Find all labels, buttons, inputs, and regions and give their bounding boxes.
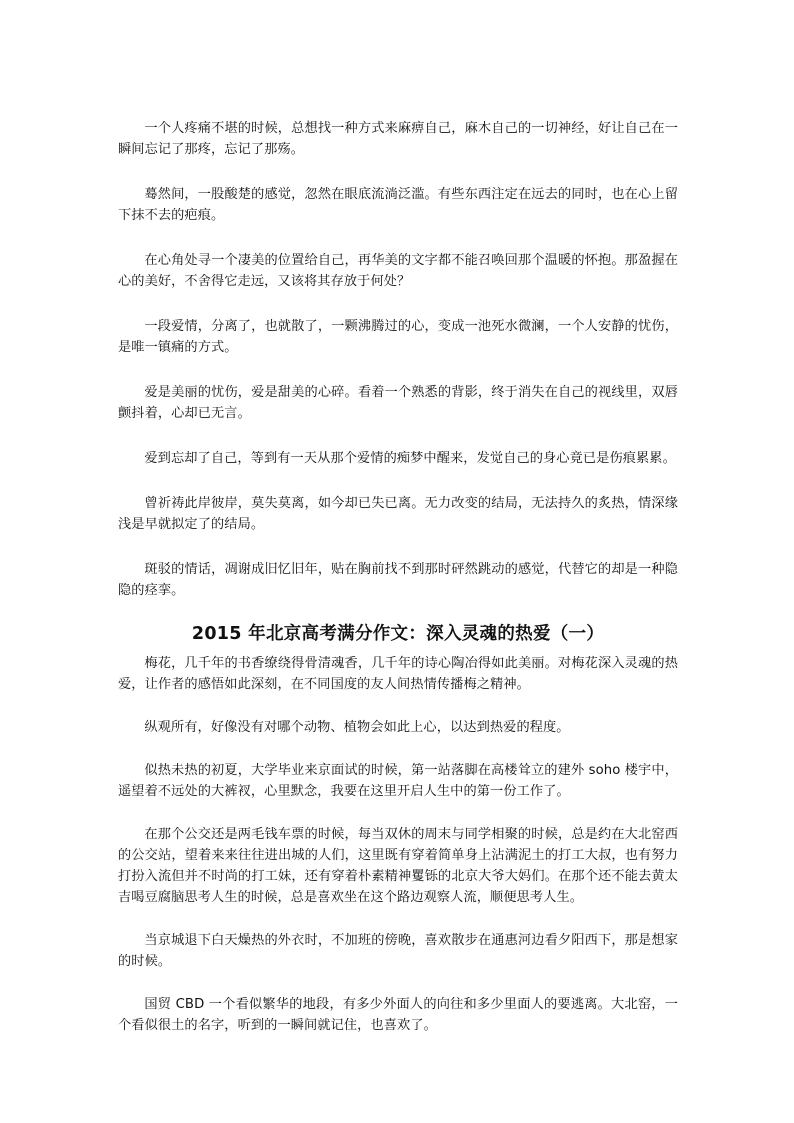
paragraph: 似热未热的初夏，大学毕业来京面试的时候，第一站落脚在高楼耸立的建外 soho 楼宇中，遥望着不远处的大裤衩，心里默念，我要在这里开启人生中的第一份工作了。 bbox=[118, 763, 678, 799]
paragraph: 曾祈祷此岸彼岸，莫失莫离，如今却已失已离。无力改变的结局，无法持久的炙热，情深缘浅是早就拟定了的结局。 bbox=[118, 496, 678, 532]
section-title: 2015 年北京高考满分作文：深入灵魂的热爱（一） bbox=[191, 624, 605, 644]
paragraph: 斑驳的情话，凋谢成旧忆旧年，贴在胸前找不到那时砰然跳动的感觉，代替它的却是一种隐隐的痉挛。 bbox=[118, 562, 678, 598]
paragraph: 爱是美丽的忧伤，爱是甜美的心碎。看着一个熟悉的背影，终于消失在自己的视线里，双唇颤抖着，心却已无言。 bbox=[118, 385, 678, 421]
paragraph: 蓦然间，一股酸楚的感觉，忽然在眼底流淌泛滥。有些东西注定在远去的同时，也在心上留下抹不去的疤痕。 bbox=[118, 187, 678, 223]
paragraph: 当京城退下白天燥热的外衣时，不加班的傍晚，喜欢散步在通惠河边看夕阳西下，那是想家的时候。 bbox=[118, 933, 678, 969]
paragraph: 一段爱情，分离了，也就散了，一颗沸腾过的心，变成一池死水微澜，一个人安静的忧伤，是唯一镇痛的方式。 bbox=[118, 319, 678, 355]
essay-section bbox=[118, 653, 678, 1036]
paragraph: 在那个公交还是两毛钱车票的时候，每当双休的周末与同学相聚的时候，总是约在大北窑西的公交站，望着来来往往进出城的人们，这里既有穿着简单身上沾满泥土的打工大叔，也有努力打扮入流但并不时尚的打工妹，还有穿着朴素精神矍铄的北京大爷大妈们。在那个还不能去黄太吉喝豆腐脑思考人生的时候，总是喜欢坐在这个路边观察人流，顺便思考人生。 bbox=[118, 827, 678, 905]
essay-excerpt bbox=[118, 118, 678, 601]
paragraph: 爱到忘却了自己，等到有一天从那个爱情的痴梦中醒来，发觉自己的身心竟已是伤痕累累。 bbox=[144, 451, 676, 466]
paragraph: 纵观所有，好像没有对哪个动物、植物会如此上心，以达到热爱的程度。 bbox=[144, 720, 570, 735]
document-page bbox=[118, 118, 678, 1058]
paragraph: 梅花，几千年的书香缭绕得骨清魂香，几千年的诗心陶冶得如此美丽。对梅花深入灵魂的热爱，让作者的感悟如此深刻，在不同国度的友人间热情传播梅之精神。 bbox=[118, 656, 678, 692]
paragraph: 在心角处寻一个凄美的位置给自己，再华美的文字都不能召唤回那个温暖的怀抱。那盈握在心的美好，不舍得它走远，又该将其存放于何处？ bbox=[118, 253, 678, 289]
paragraph: 一个人疼痛不堪的时候，总想找一种方式来麻痹自己，麻木自己的一切神经，好让自己在一瞬间忘记了那疼，忘记了那殇。 bbox=[118, 121, 678, 157]
paragraph: 国贸 CBD 一个看似繁华的地段，有多少外面人的向往和多少里面人的要逃离。大北窑，一个看似很土的名字，听到的一瞬间就记住，也喜欢了。 bbox=[118, 997, 678, 1033]
